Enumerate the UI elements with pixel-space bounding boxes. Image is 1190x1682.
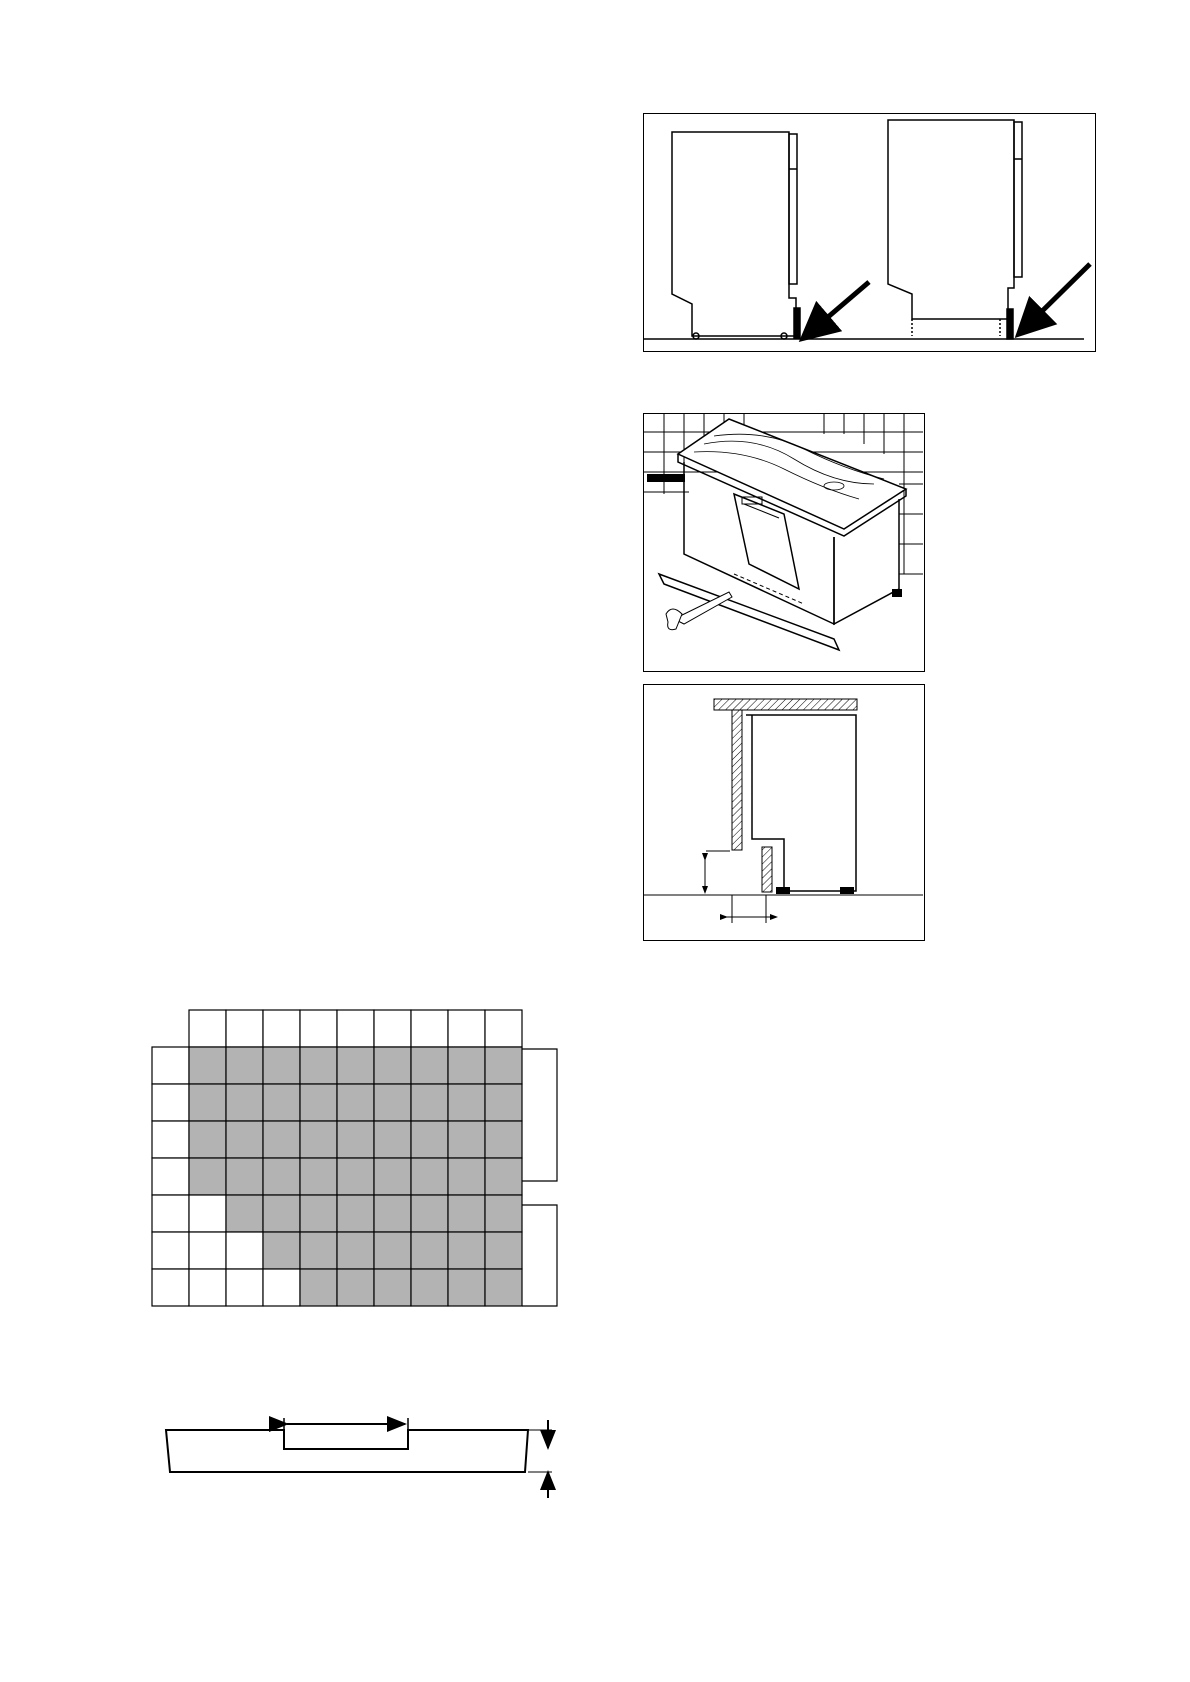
grid-cell [374,1269,411,1306]
grid-cell [337,1121,374,1158]
grid-cell [226,1269,263,1306]
header-cell [300,1010,337,1047]
grid-cell [337,1269,374,1306]
grid-cell [226,1158,263,1195]
grid-cell [337,1232,374,1269]
grid-cell [226,1047,263,1084]
cabinet-plinth-cut-icon [644,414,923,670]
cabinet-cut-figure [643,413,925,672]
grid-cell [300,1158,337,1195]
grid-cell [485,1195,522,1232]
grid-cell [300,1269,337,1306]
header-cell [189,1010,226,1047]
dishwasher-plinth-arrow-icon [644,114,1094,350]
dishwasher-right [888,120,1022,339]
grid-cell [485,1232,522,1269]
grid-cell [448,1121,485,1158]
grid-cell [485,1121,522,1158]
grid-cell [300,1047,337,1084]
grid-cell [263,1047,300,1084]
grid-cell [226,1232,263,1269]
grid-cell [411,1047,448,1084]
grid-cell [374,1158,411,1195]
grid-cell [374,1121,411,1158]
grid-cell [448,1084,485,1121]
grid-cell [374,1047,411,1084]
row-header-cell [152,1084,189,1121]
grid-cell [448,1158,485,1195]
grid-cell [263,1269,300,1306]
plinth-fitting-figure [643,113,1096,352]
grid-cell [189,1269,226,1306]
row-header-cell [152,1158,189,1195]
grid-cell [226,1084,263,1121]
grid-cell [485,1269,522,1306]
row-header-cell [152,1269,189,1306]
grid-cell [411,1232,448,1269]
grid-cell [337,1158,374,1195]
grid-cell [189,1232,226,1269]
arrow-right [1029,264,1090,324]
header-cell [337,1010,374,1047]
grid-cell [374,1084,411,1121]
grid-cell [485,1047,522,1084]
header-cell [374,1010,411,1047]
grid-cell [263,1158,300,1195]
row-header-cell [152,1232,189,1269]
row-header-cell [152,1121,189,1158]
header-cell [263,1010,300,1047]
header-cell [226,1010,263,1047]
grid-cell [448,1047,485,1084]
grid-cell [485,1158,522,1195]
grid-cell [189,1195,226,1232]
plinth-strip-dimension-icon [150,1390,570,1500]
grid-cell [411,1269,448,1306]
side-section-dimension-icon [644,685,923,939]
grid-cell [374,1232,411,1269]
grid-cell [300,1232,337,1269]
grid-cell [263,1195,300,1232]
header-cell [448,1010,485,1047]
grid-cell [448,1269,485,1306]
row-header-cell [152,1195,189,1232]
grid-cell [337,1195,374,1232]
grid-cell [411,1158,448,1195]
grid-cell [189,1047,226,1084]
grid-cell [411,1195,448,1232]
grid-cell [448,1195,485,1232]
header-cell [411,1010,448,1047]
grid-cell [300,1121,337,1158]
grid-cell [337,1047,374,1084]
side-section-figure [643,684,925,941]
plinth-strip-figure [150,1390,570,1500]
grid-cell [226,1121,263,1158]
grid-cell [226,1195,263,1232]
grid-cell [189,1158,226,1195]
grid-cell [485,1084,522,1121]
grid-cell [337,1084,374,1121]
grid-cell [263,1232,300,1269]
grid-cell [300,1195,337,1232]
grid-cell [189,1121,226,1158]
grid-cell [189,1084,226,1121]
height-grid-table [150,1008,600,1340]
row-header-cell [152,1047,189,1084]
grid-cell [374,1195,411,1232]
grid-cell [263,1084,300,1121]
grid-cell [263,1121,300,1158]
row-group-bracket [522,1205,557,1306]
arrow-left [814,282,869,329]
row-group-bracket [522,1049,557,1181]
grid-cell [411,1084,448,1121]
grid-cell [411,1121,448,1158]
header-cell [485,1010,522,1047]
dishwasher-left [672,132,800,339]
grid-cell [300,1084,337,1121]
grid-cell [448,1232,485,1269]
grid-table-svg [150,1008,600,1340]
